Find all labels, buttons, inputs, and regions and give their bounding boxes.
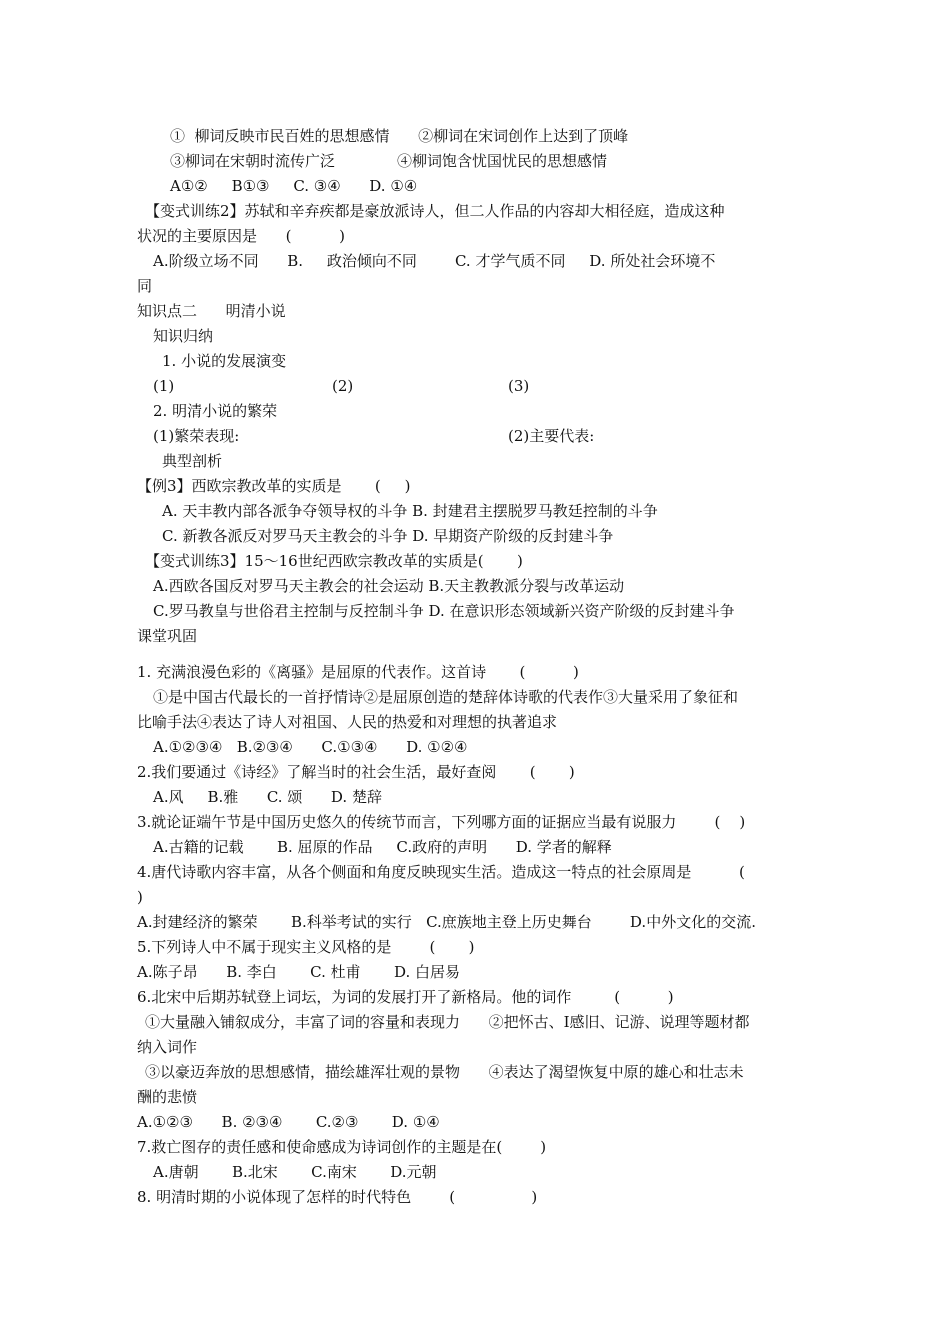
blank-item: (2)主要代表:: [508, 427, 595, 445]
text-line: ): [137, 888, 143, 906]
text-line: ① 柳词反映市民百姓的思想感情 ②柳词在宋词创作上达到了顶峰: [170, 127, 629, 145]
option-line: A.西欧各国反对罗马天主教会的社会运动 B.天主教教派分裂与改革运动: [153, 577, 625, 595]
text-line: 酬的悲愤: [137, 1088, 198, 1106]
text-line: ③以豪迈奔放的思想感情，描绘雄浑壮观的景物 ④表达了渴望恢复中原的雄心和壮志未: [145, 1063, 744, 1081]
option-line: C.罗马教皇与世俗君主控制与反控制斗争 D. 在意识形态领域新兴资产阶级的反封建斗争: [153, 602, 735, 620]
option-line: A.古籍的记载 B. 屈原的作品 C.政府的声明 D. 学者的解释: [153, 838, 612, 856]
text-line: ①是中国古代最长的一首抒情诗②是屈原创造的楚辞体诗歌的代表作③大量采用了象征和: [153, 688, 739, 706]
text-line: A①② B①③ C. ③④ D. ①④: [170, 177, 418, 195]
question-line: 【变式训练3】15～16世纪西欧宗教改革的实质是( ): [145, 552, 523, 570]
text-line: 纳入词作: [137, 1038, 198, 1056]
text-line: ③柳词在宋朝时流传广泛 ④柳词饱含忧国忧民的思想感情: [170, 152, 607, 170]
text-line: ①大量融入铺叙成分，丰富了词的容量和表现力 ②把怀古、I感旧、记游、说理等题材都: [145, 1013, 750, 1031]
text-line: 同: [137, 277, 153, 295]
blank-item: (1)繁荣表现:: [153, 427, 240, 445]
question-line: 2.我们要通过《诗经》了解当时的社会生活，最好查阅 ( ): [137, 763, 575, 781]
section-heading: 知识点二 明清小说: [137, 302, 286, 320]
option-line: A.唐朝 B.北宋 C.南宋 D.元朝: [153, 1163, 437, 1181]
option-line: A. 天丰教内部各派争夺领导权的斗争 B. 封建君主摆脱罗马教廷控制的斗争: [162, 502, 658, 520]
text-line: 2. 明清小说的繁荣: [153, 402, 278, 420]
blank-item: (3): [508, 377, 530, 395]
question-line: 【例3】西欧宗教改革的实质是 ( ): [137, 477, 411, 495]
subsection-heading: 知识归纳: [153, 327, 214, 345]
question-line: 8. 明清时期的小说体现了怎样的时代特色 ( ): [137, 1188, 538, 1206]
blank-item: (1): [153, 377, 175, 395]
text-line: 状况的主要原因是 ( ): [137, 227, 345, 245]
question-line: 4.唐代诗歌内容丰富，从各个侧面和角度反映现实生活。造成这一特点的社会原周是 (: [137, 863, 745, 881]
question-line: 1. 充满浪漫色彩的《离骚》是屈原的代表作。这首诗 ( ): [137, 663, 579, 681]
question-line: 5.下列诗人中不属于现实主义风格的是 ( ): [137, 938, 475, 956]
option-line: A.①②③④ B.②③④ C.①③④ D. ①②④: [153, 738, 468, 756]
option-line: A.封建经济的繁荣 B.科举考试的实行 C.庶族地主登上历史舞台 D.中外文化的交流.: [137, 913, 756, 931]
question-line: 3.就论证端午节是中国历史悠久的传统节而言，下列哪方面的证据应当最有说服力 ( ): [137, 813, 746, 831]
blank-item: (2): [332, 377, 354, 395]
section-heading: 课堂巩固: [137, 627, 198, 645]
text-line: 【变式训练2】苏轼和辛弃疾都是豪放派诗人，但二人作品的内容却大相径庭，造成这种: [145, 202, 725, 220]
subsection-heading: 典型剖析: [162, 452, 223, 470]
option-line: C. 新教各派反对罗马天主教会的斗争 D. 早期资产阶级的反封建斗争: [162, 527, 614, 545]
option-line: A.风 B.雅 C. 颂 D. 楚辞: [153, 788, 382, 806]
question-line: 7.救亡图存的责任感和使命感成为诗词创作的主题是在( ): [137, 1138, 547, 1156]
text-line: 比喻手法④表达了诗人对祖国、人民的热爱和对理想的执著追求: [137, 713, 558, 731]
text-line: A.阶级立场不同 B. 政治倾向不同 C. 才学气质不同 D. 所处社会环境不: [153, 252, 716, 270]
option-line: A.①②③ B. ②③④ C.②③ D. ①④: [137, 1113, 440, 1131]
option-line: A.陈子昂 B. 李白 C. 杜甫 D. 白居易: [137, 963, 461, 981]
text-line: 1. 小说的发展演变: [162, 352, 287, 370]
question-line: 6.北宋中后期苏轼登上词坛，为词的发展打开了新格局。他的词作 ( ): [137, 988, 674, 1006]
